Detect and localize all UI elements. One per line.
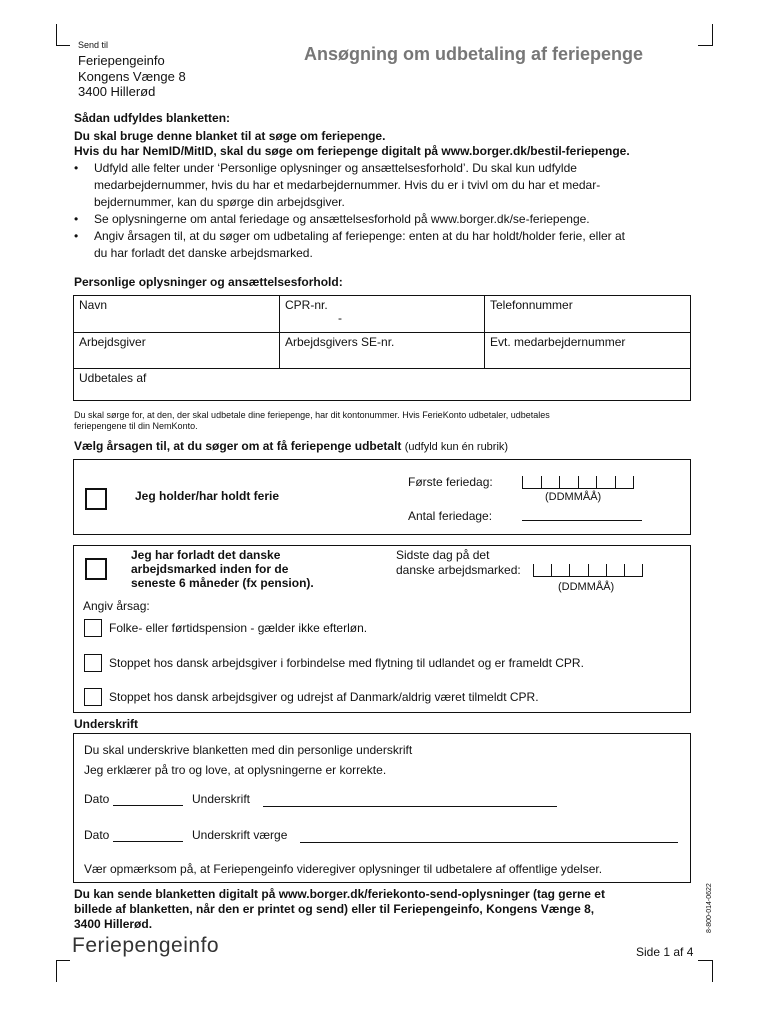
field-telefon[interactable] bbox=[485, 296, 690, 332]
field-udbetales-af[interactable] bbox=[74, 369, 690, 400]
days-label: Antal feriedage: bbox=[408, 509, 493, 523]
send-info-line-3: 3400 Hillerød. bbox=[74, 917, 153, 931]
date-format-hint: (DDMMÅÅ) bbox=[545, 491, 602, 503]
field-label: Arbejdsgivers SE-nr. bbox=[285, 335, 395, 349]
option-emigrated-checkbox[interactable] bbox=[84, 688, 102, 706]
guardian-signature-input[interactable] bbox=[300, 842, 678, 843]
crop-mark bbox=[56, 24, 57, 46]
date-input[interactable] bbox=[113, 805, 183, 806]
send-to-label: Send til bbox=[78, 40, 109, 50]
last-day-label-line-2: danske arbejdsmarked: bbox=[396, 563, 521, 577]
left-label-line-1: Jeg har forladt det danske bbox=[131, 548, 281, 562]
first-day-label: Første feriedag: bbox=[408, 475, 493, 489]
intro-line-2: Hvis du har NemID/MitID, skal du søge om feriepenge digitalt på www.borger.dk/bestil-feriepenge. bbox=[74, 144, 630, 158]
field-navn[interactable] bbox=[74, 296, 279, 332]
address-line-1: Feriepengeinfo bbox=[78, 53, 165, 68]
field-se-nr[interactable] bbox=[280, 333, 484, 368]
option-moved-abroad-checkbox[interactable] bbox=[84, 654, 102, 672]
field-label: CPR-nr. bbox=[285, 298, 328, 312]
reason-heading: Vælg årsagen til, at du søger om at få feriepenge udbetalt (udfyld kun én rubrik) bbox=[74, 439, 509, 453]
option-moved-abroad-label: Stoppet hos dansk arbejdsgiver i forbindelse med flytning til udlandet og er frameldt CPR. bbox=[109, 656, 584, 670]
vacation-label: Jeg holder/har holdt ferie bbox=[135, 489, 280, 503]
left-label-line-2: arbejdsmarked inden for de bbox=[131, 562, 289, 576]
guardian-signature-label: Underskrift værge bbox=[192, 828, 288, 842]
guardian-date-label: Dato bbox=[84, 828, 110, 842]
crop-mark bbox=[698, 45, 712, 46]
option-emigrated-label: Stoppet hos dansk arbejdsgiver og udrejst af Danmark/aldrig været tilmeldt CPR. bbox=[109, 690, 539, 704]
field-cpr[interactable] bbox=[280, 296, 484, 332]
field-label: Arbejdsgiver bbox=[79, 335, 146, 349]
form-code: 8-800-014-0622 bbox=[706, 883, 713, 933]
last-day-date-input[interactable] bbox=[533, 564, 643, 577]
signature-heading: Underskrift bbox=[74, 717, 139, 731]
crop-mark bbox=[56, 960, 70, 961]
address-line-2: Kongens Vænge 8 bbox=[78, 69, 186, 84]
signature-input[interactable] bbox=[263, 806, 557, 807]
crop-mark bbox=[56, 960, 57, 982]
data-sharing-notice: Vær opmærksom på, at Feriepengeinfo videregiver oplysninger til udbetalere af offentlige ydelser. bbox=[84, 862, 603, 876]
field-arbejdsgiver[interactable] bbox=[74, 333, 279, 368]
field-label: Telefonnummer bbox=[490, 298, 573, 312]
first-day-date-input[interactable] bbox=[522, 476, 634, 489]
days-input[interactable] bbox=[522, 520, 642, 521]
field-label: Navn bbox=[79, 298, 108, 312]
crop-mark bbox=[712, 24, 713, 46]
send-info-line-1: Du kan sende blanketten digitalt på www.borger.dk/feriekonto-send-oplysninger (tag gerne et bbox=[74, 887, 605, 901]
field-medarbejdernummer[interactable] bbox=[485, 333, 690, 368]
date-format-hint: (DDMMÅÅ) bbox=[558, 581, 615, 593]
send-info-line-2: billede af blanketten, når den er printet og send) eller til Feriepengeinfo, Kongens Vænge 8, bbox=[74, 902, 595, 916]
declaration-text: Jeg erklærer på tro og love, at oplysningerne er korrekte. bbox=[84, 763, 387, 777]
option-pension-label: Folke- eller førtidspension - gælder ikke efterløn. bbox=[109, 621, 368, 635]
crop-mark bbox=[56, 45, 70, 46]
page-number: Side 1 af 4 bbox=[636, 945, 694, 959]
last-day-label-line-1: Sidste dag på det bbox=[396, 548, 490, 562]
field-label: Udbetales af bbox=[79, 371, 147, 385]
intro-line-1: Du skal bruge denne blanket til at søge om feriepenge. bbox=[74, 129, 386, 143]
crop-mark bbox=[698, 960, 712, 961]
feriepengeinfo-logo: Feriepengeinfo bbox=[72, 934, 220, 957]
left-labour-market-checkbox[interactable] bbox=[85, 558, 107, 580]
instructions-heading: Sådan udfyldes blanketten: bbox=[74, 111, 231, 125]
option-pension-checkbox[interactable] bbox=[84, 619, 102, 637]
guardian-date-input[interactable] bbox=[113, 841, 183, 842]
signature-label: Underskrift bbox=[192, 792, 251, 806]
date-label: Dato bbox=[84, 792, 110, 806]
page-title: Ansøgning om udbetaling af feriepenge bbox=[304, 44, 644, 64]
cause-label: Angiv årsag: bbox=[83, 599, 150, 613]
payment-note-line-2: feriepengene til din NemKonto. bbox=[74, 421, 198, 431]
vacation-checkbox[interactable] bbox=[85, 488, 107, 510]
left-label-line-3: seneste 6 måneder (fx pension). bbox=[131, 576, 314, 590]
field-label: Evt. medarbejdernummer bbox=[490, 335, 626, 349]
signature-instruction: Du skal underskrive blanketten med din personlige underskrift bbox=[84, 743, 413, 757]
address-line-3: 3400 Hillerød bbox=[78, 84, 156, 99]
payment-note-line-1: Du skal sørge for, at den, der skal udbetale dine feriepenge, har dit kontonummer. Hvis FerieKonto udbetaler, udbetales bbox=[74, 410, 550, 420]
cpr-separator: - bbox=[338, 311, 342, 325]
personal-heading: Personlige oplysninger og ansættelsesforhold: bbox=[74, 275, 343, 289]
crop-mark bbox=[712, 960, 713, 982]
